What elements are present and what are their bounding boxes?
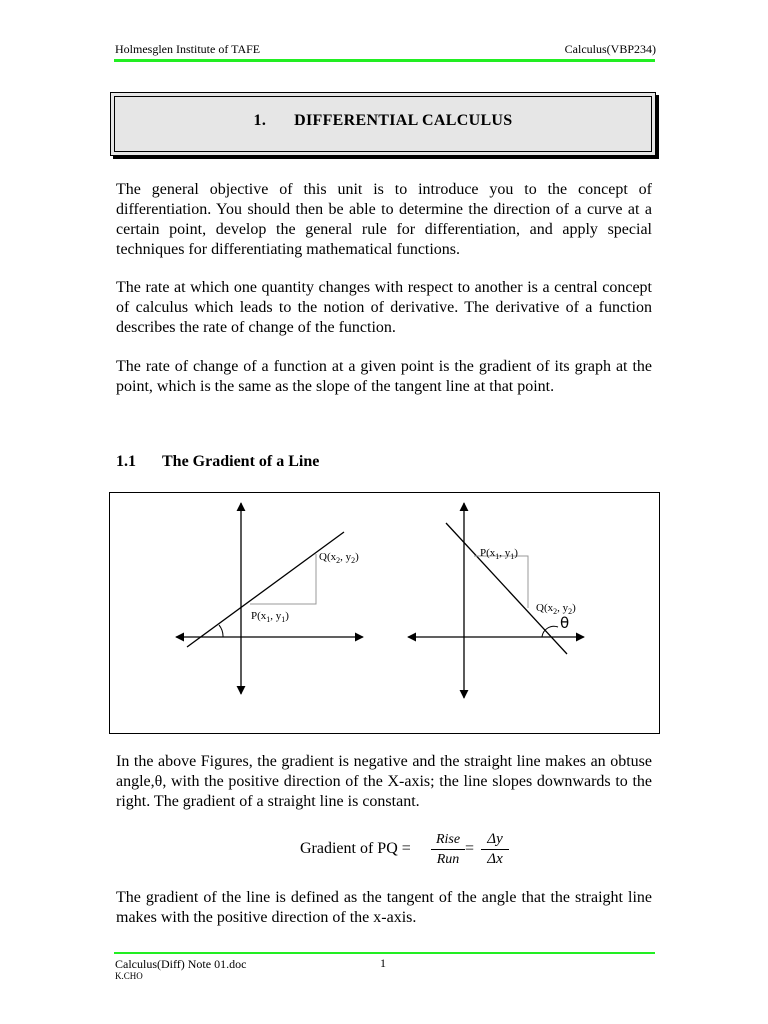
right-angle-label: θ: [560, 614, 570, 632]
chapter-title-text: DIFFERENTIAL CALCULUS: [294, 112, 513, 129]
header-course: Calculus(VBP234): [564, 42, 656, 56]
right-q-label: $Q(x_2$, $y_2$): [536, 602, 576, 616]
footer-filename: Calculus(Diff) Note 01.doc: [115, 957, 247, 971]
formula-lhs: Gradient of PQ =: [300, 840, 411, 857]
page-number: 1: [380, 956, 386, 970]
formula-run: Run: [436, 852, 460, 867]
figure-box: [109, 492, 660, 734]
left-p-label: $P(x_1$, $y_1$): [251, 610, 289, 624]
chapter-number: 1.: [253, 112, 267, 129]
paragraph-explanation: In the above Figures, the gradient is negative and the straight line makes an obtuse angle,θ, with the positive direction of the X-axis; the line slopes downwards to the right. The gradient of a straight line is constant.: [116, 753, 652, 810]
chapter-title-box: [110, 92, 656, 156]
section-heading: [116, 453, 319, 471]
footer-rule: [114, 952, 655, 954]
paragraph-rate: The rate at which one quantity changes with respect to another is a central concept of calculus which leads to the notion of derivative. The derivative of a function describes the rate of change of the function.: [116, 279, 652, 336]
left-angle-arc: [219, 625, 223, 637]
chapter-title: [111, 112, 655, 130]
gradient-figures: [110, 493, 659, 733]
footer-author: K.CHO: [115, 971, 143, 981]
paragraph-objective: The general objective of this unit is to introduce you to the concept of differentiation. You should then be able to determine the direction of a curve at a certain point, develop the general rule for differentiation, and apply special techniques for differentiating mathematical functions.: [116, 181, 652, 258]
left-q-label: $Q(x_2$, $y_2$): [319, 551, 359, 565]
formula-fraction-delta: [481, 830, 509, 869]
formula-delta-x: Δx: [487, 851, 503, 867]
formula-rise: Rise: [431, 830, 465, 850]
left-rise-run: [250, 554, 316, 604]
header-rule: [114, 59, 655, 62]
left-line: [187, 532, 344, 647]
formula-delta-y: Δy: [481, 830, 509, 850]
section-number: 1.1: [116, 453, 136, 470]
right-p-label: $P(x_1$, $y_1$): [480, 547, 518, 561]
formula-fraction-rise-run: [431, 830, 465, 869]
paragraph-definition: The gradient of the line is defined as the tangent of the angle that the straight line makes with the positive direction of the x-axis.: [116, 889, 652, 926]
formula-equals: =: [465, 840, 475, 857]
header-institute: Holmesglen Institute of TAFE: [115, 42, 261, 56]
section-title: The Gradient of a Line: [162, 453, 320, 470]
paragraph-gradient: The rate of change of a function at a given point is the gradient of its graph at the point, which is the same as the slope of the tangent line at that point.: [116, 358, 652, 395]
